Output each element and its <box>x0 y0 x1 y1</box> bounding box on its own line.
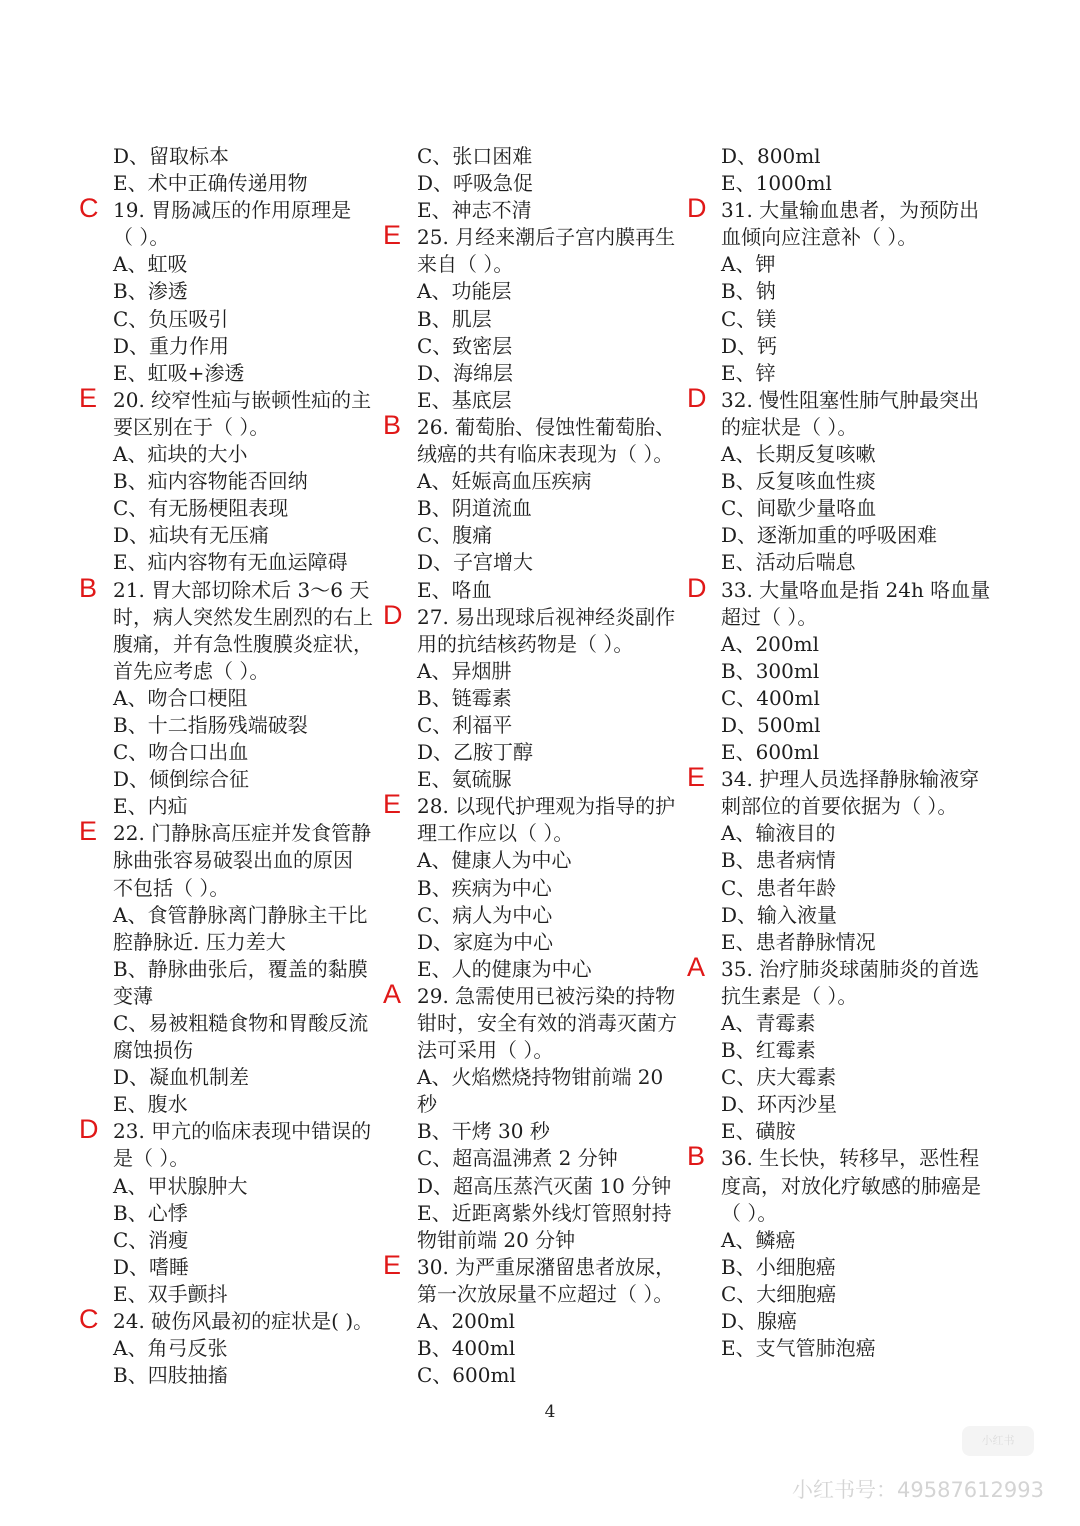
line-text: E、氨硫脲 <box>417 767 512 792</box>
text-line <box>417 1362 692 1389</box>
handwritten-answer-mark: E <box>79 816 98 847</box>
text-line <box>721 604 993 631</box>
line-text: D、输入液量 <box>721 902 838 927</box>
text-line <box>417 1091 692 1118</box>
line-text: B、疾病为中心 <box>417 875 552 900</box>
line-text: C、超高温沸煮 2 分钟 <box>417 1146 618 1171</box>
text-line <box>113 604 385 631</box>
text-line <box>113 1145 385 1172</box>
text-line <box>417 143 692 170</box>
line-text: A、火焰燃烧持物钳前端 20 <box>417 1065 664 1090</box>
line-text: 19. 胃肠减压的作用原理是 <box>113 198 352 223</box>
text-line <box>417 170 692 197</box>
handwritten-answer-mark: D <box>383 599 403 630</box>
line-text: A、青霉素 <box>721 1011 816 1035</box>
text-line <box>721 1200 993 1227</box>
text-line <box>721 441 993 468</box>
line-text: A、长期反复咳嗽 <box>721 442 876 467</box>
text-line <box>113 278 385 305</box>
text-line <box>113 1200 385 1227</box>
line-text: B、干烤 30 秒 <box>417 1119 550 1144</box>
line-text: D、500ml <box>721 712 821 737</box>
line-text: A、输液目的 <box>721 821 836 846</box>
line-text: 血倾向应注意补（ ）。 <box>721 225 918 250</box>
question-line <box>687 762 993 793</box>
line-text: 的症状是（ ）。 <box>721 414 858 439</box>
line-text: B、静脉曲张后，覆盖的黏膜 <box>113 956 368 981</box>
line-text: A、吻合口梗阻 <box>113 685 248 710</box>
line-text: A、功能层 <box>417 279 512 304</box>
handwritten-answer-mark: B <box>79 572 98 603</box>
question-line <box>383 220 692 251</box>
line-text: D、子宫增大 <box>417 550 534 575</box>
text-line <box>113 766 385 793</box>
line-text: A、健康人为中心 <box>417 848 572 873</box>
line-text: B、红霉素 <box>721 1038 816 1063</box>
line-text: D、嗜睡 <box>113 1254 190 1279</box>
line-text: D、海绵层 <box>417 360 514 385</box>
line-text: C、张口困难 <box>417 144 533 168</box>
line-text: 不包括（ ）。 <box>113 875 230 900</box>
column-left <box>79 143 385 1389</box>
handwritten-answer-mark: C <box>79 1304 99 1335</box>
line-text: D、疝块有无压痛 <box>113 523 270 548</box>
line-text: A、鳞癌 <box>721 1227 796 1252</box>
line-text: E、腹水 <box>113 1092 188 1117</box>
line-text: D、乙胺丁醇 <box>417 740 534 765</box>
question-line <box>79 816 385 847</box>
text-line <box>721 278 993 305</box>
handwritten-answer-mark: E <box>79 382 98 413</box>
text-line <box>113 170 385 197</box>
line-text: 21. 胃大部切除术后 3～6 天 <box>113 577 370 602</box>
line-text: 20. 绞窄性疝与嵌顿性疝的主 <box>113 387 372 412</box>
question-line <box>383 978 692 1010</box>
text-line <box>721 549 993 576</box>
line-text: 脉曲张容易破裂出血的原因 <box>113 848 353 873</box>
text-line <box>417 902 692 929</box>
question-line <box>383 599 692 631</box>
text-line <box>113 1227 385 1254</box>
handwritten-answer-mark: D <box>687 382 707 413</box>
line-text: C、600ml <box>417 1363 516 1388</box>
text-line <box>721 902 993 929</box>
question-line <box>383 1249 692 1281</box>
text-line <box>113 983 385 1010</box>
line-text: 23. 甲亢的临床表现中错误的 <box>113 1119 372 1144</box>
text-line <box>113 739 385 766</box>
text-line <box>417 1037 692 1064</box>
text-line <box>721 685 993 712</box>
line-text: D、重力作用 <box>113 333 230 358</box>
line-text: E、锌 <box>721 360 776 385</box>
text-line <box>721 1064 993 1091</box>
text-line <box>417 278 692 305</box>
line-text: 24. 破伤风最初的症状是( )。 <box>113 1309 374 1334</box>
text-line <box>113 251 385 278</box>
handwritten-answer-mark: D <box>687 193 707 224</box>
line-text: A、食管静脉离门静脉主干比 <box>113 902 368 927</box>
text-line <box>721 360 993 387</box>
text-line <box>721 1308 993 1335</box>
text-line <box>417 468 692 495</box>
line-text: 首先应考虑（ ）。 <box>113 658 270 683</box>
line-text: B、患者病情 <box>721 848 836 873</box>
column-middle <box>383 143 692 1389</box>
line-text: 秒 <box>417 1092 437 1117</box>
text-line <box>417 1064 692 1091</box>
line-text: C、负压吸引 <box>113 306 229 331</box>
text-line <box>417 1010 692 1037</box>
line-text: 用的抗结核药物是（ ）。 <box>417 631 634 656</box>
line-text: 25. 月经来潮后子宫内膜再生 <box>417 225 676 250</box>
text-line <box>417 333 692 360</box>
line-text: A、妊娠高血压疾病 <box>417 469 592 494</box>
line-text: （ ）。 <box>113 225 170 250</box>
line-text: 超过（ ）。 <box>721 604 818 629</box>
line-text: B、小细胞癌 <box>721 1254 836 1279</box>
text-line <box>113 902 385 929</box>
line-text: C、间歇少量咯血 <box>721 496 877 521</box>
text-line <box>721 1254 993 1281</box>
text-line <box>417 712 692 739</box>
text-line <box>721 333 993 360</box>
text-line <box>721 631 993 658</box>
line-text: 32. 慢性阻塞性肺气肿最突出 <box>721 387 980 412</box>
line-text: 理工作应以（ ）。 <box>417 821 574 846</box>
column-right <box>687 143 993 1362</box>
text-line <box>721 739 993 766</box>
text-line <box>417 1227 692 1254</box>
line-text: A、200ml <box>417 1309 515 1334</box>
text-line <box>417 197 692 224</box>
text-line <box>721 1010 993 1037</box>
question-line <box>79 1114 385 1145</box>
text-line <box>417 956 692 983</box>
question-line <box>687 193 993 224</box>
line-text: E、600ml <box>721 740 820 765</box>
line-text: E、磺胺 <box>721 1119 796 1144</box>
line-text: A、甲状腺肿大 <box>113 1173 248 1198</box>
line-text: C、利福平 <box>417 712 513 737</box>
line-text: 变薄 <box>113 983 153 1008</box>
text-line <box>417 251 692 278</box>
line-text: D、钙 <box>721 333 778 358</box>
line-text: （ ）。 <box>721 1200 778 1225</box>
handwritten-answer-mark: E <box>383 220 402 251</box>
text-line <box>721 847 993 874</box>
text-line <box>113 793 385 820</box>
handwritten-answer-mark: E <box>383 789 402 820</box>
line-text: 绒癌的共有临床表现为（ ）。 <box>417 442 674 467</box>
handwritten-answer-mark: B <box>687 1141 706 1172</box>
line-text: 26. 葡萄胎、侵蚀性葡萄胎、 <box>417 414 676 439</box>
line-text: E、疝内容物有无血运障碍 <box>113 550 348 575</box>
line-text: 30. 为严重尿潴留患者放尿， <box>417 1254 676 1279</box>
line-text: D、逐渐加重的呼吸困难 <box>721 523 938 548</box>
text-line <box>113 441 385 468</box>
text-line <box>113 143 385 170</box>
text-line <box>721 1173 993 1200</box>
text-line <box>721 170 993 197</box>
line-text: A、异烟肼 <box>417 658 512 683</box>
question-line <box>687 572 993 604</box>
question-line <box>79 572 385 604</box>
text-line <box>417 820 692 847</box>
text-line <box>721 414 993 441</box>
handwritten-answer-mark: C <box>79 193 99 224</box>
line-text: C、400ml <box>721 685 820 710</box>
line-text: C、病人为中心 <box>417 902 553 927</box>
line-text: B、肌层 <box>417 306 492 331</box>
text-line <box>417 360 692 387</box>
page-number: 4 <box>544 1402 556 1422</box>
question-line <box>687 1141 993 1172</box>
text-line <box>113 1064 385 1091</box>
text-line <box>721 251 993 278</box>
text-line <box>721 224 993 251</box>
line-text: B、阴道流血 <box>417 496 532 521</box>
text-line <box>113 1010 385 1037</box>
line-text: 31. 大量输血患者，为预防出 <box>721 198 980 223</box>
text-line <box>721 143 993 170</box>
handwritten-answer-mark: D <box>687 572 707 603</box>
question-line <box>383 789 692 820</box>
line-text: C、吻合口出血 <box>113 740 249 765</box>
text-line <box>721 983 993 1010</box>
line-text: E、虹吸+渗透 <box>113 360 245 385</box>
line-text: B、链霉素 <box>417 685 512 710</box>
text-line <box>113 414 385 441</box>
line-text: 腹痛，并有急性腹膜炎症状， <box>113 631 373 656</box>
text-line <box>417 1281 692 1308</box>
text-line <box>113 956 385 983</box>
line-text: E、神志不清 <box>417 198 532 223</box>
text-line <box>721 658 993 685</box>
handwritten-answer-mark: A <box>383 978 402 1009</box>
line-text: C、患者年龄 <box>721 875 837 900</box>
text-line <box>113 468 385 495</box>
text-line <box>417 739 692 766</box>
line-text: D、800ml <box>721 144 821 168</box>
line-text: 腐蚀损伤 <box>113 1038 193 1063</box>
text-line <box>113 522 385 549</box>
line-text: D、环丙沙星 <box>721 1092 838 1117</box>
line-text: 22. 门静脉高压症并发食管静 <box>113 821 372 846</box>
text-line <box>417 766 692 793</box>
text-line <box>113 224 385 251</box>
line-text: 时，病人突然发生剧烈的右上 <box>113 604 373 629</box>
line-text: E、患者静脉情况 <box>721 929 876 954</box>
text-line <box>113 333 385 360</box>
line-text: 度高，对放化疗敏感的肺癌是 <box>721 1173 981 1198</box>
text-line <box>721 712 993 739</box>
line-text: 34. 护理人员选择静脉输液穿 <box>721 767 980 792</box>
text-line <box>417 631 692 658</box>
text-line <box>113 1091 385 1118</box>
question-line <box>79 382 385 414</box>
text-line <box>417 577 692 604</box>
text-line <box>113 712 385 739</box>
line-text: A、钾 <box>721 252 776 277</box>
text-line <box>113 1362 385 1389</box>
text-line <box>721 1227 993 1254</box>
handwritten-answer-mark: E <box>383 1249 402 1280</box>
text-line <box>721 1281 993 1308</box>
text-line <box>721 1335 993 1362</box>
line-text: C、易被粗糙食物和胃酸反流 <box>113 1011 369 1035</box>
line-text: 28. 以现代护理观为指导的护 <box>417 794 676 819</box>
text-line <box>113 306 385 333</box>
text-line <box>113 847 385 874</box>
line-text: B、300ml <box>721 658 820 683</box>
text-line <box>721 522 993 549</box>
text-line <box>721 793 993 820</box>
line-text: A、角弓反张 <box>113 1336 228 1361</box>
question-line <box>79 193 385 224</box>
handwritten-answer-mark: B <box>383 409 402 440</box>
text-line <box>417 1200 692 1227</box>
line-text: 刺部位的首要依据为（ ）。 <box>721 794 958 819</box>
text-line <box>113 875 385 902</box>
line-text: C、致密层 <box>417 333 513 358</box>
text-line <box>113 1281 385 1308</box>
text-line <box>417 387 692 414</box>
text-line <box>417 495 692 522</box>
line-text: E、1000ml <box>721 171 832 196</box>
line-text: B、十二指肠残端破裂 <box>113 712 308 737</box>
text-line <box>721 875 993 902</box>
text-line <box>417 658 692 685</box>
handwritten-answer-mark: A <box>687 951 706 982</box>
text-line <box>113 929 385 956</box>
line-text: C、消瘦 <box>113 1227 189 1252</box>
text-line <box>417 441 692 468</box>
line-text: B、钠 <box>721 279 776 304</box>
text-line <box>721 929 993 956</box>
text-line <box>113 1335 385 1362</box>
line-text: 27. 易出现球后视神经炎副作 <box>417 604 676 629</box>
line-text: E、近距离紫外线灯管照射持 <box>417 1200 672 1225</box>
text-line <box>417 1173 692 1200</box>
text-line <box>721 820 993 847</box>
text-line <box>417 847 692 874</box>
line-text: B、渗透 <box>113 279 188 304</box>
line-text: D、超高压蒸汽灭菌 10 分钟 <box>417 1173 672 1198</box>
text-line <box>721 468 993 495</box>
line-text: D、腺癌 <box>721 1309 798 1334</box>
line-text: 是（ ）。 <box>113 1146 190 1171</box>
line-text: D、家庭为中心 <box>417 929 554 954</box>
line-text: E、双手颤抖 <box>113 1281 228 1306</box>
text-line <box>721 306 993 333</box>
question-line <box>687 951 993 983</box>
line-text: B、四肢抽搐 <box>113 1363 228 1388</box>
line-text: C、庆大霉素 <box>721 1065 837 1090</box>
line-text: 法可采用（ ）。 <box>417 1038 554 1063</box>
text-line <box>113 360 385 387</box>
text-line <box>417 549 692 576</box>
line-text: 抗生素是（ ）。 <box>721 983 858 1008</box>
line-text: C、大细胞癌 <box>721 1281 837 1306</box>
line-text: E、人的健康为中心 <box>417 956 592 981</box>
text-line <box>417 685 692 712</box>
line-text: 29. 急需使用已被污染的持物 <box>417 983 676 1008</box>
text-line <box>417 1335 692 1362</box>
line-text: D、倾倒综合征 <box>113 767 250 792</box>
text-line <box>417 875 692 902</box>
question-line <box>79 1304 385 1335</box>
line-text: B、疝内容物能否回纳 <box>113 469 308 494</box>
line-text: D、呼吸急促 <box>417 171 534 196</box>
line-text: 33. 大量咯血是指 24h 咯血量 <box>721 577 991 602</box>
line-text: D、凝血机制差 <box>113 1065 250 1090</box>
line-text: 36. 生长快，转移早，恶性程 <box>721 1146 980 1171</box>
line-text: 第一次放尿量不应超过（ ）。 <box>417 1281 674 1306</box>
text-line <box>113 495 385 522</box>
line-text: C、腹痛 <box>417 523 493 548</box>
line-text: B、心悸 <box>113 1200 188 1225</box>
line-text: 35. 治疗肺炎球菌肺炎的首选 <box>721 956 980 981</box>
line-text: A、疝块的大小 <box>113 442 248 467</box>
text-line <box>721 1091 993 1118</box>
text-line <box>417 306 692 333</box>
text-line <box>721 1037 993 1064</box>
text-line <box>417 1308 692 1335</box>
question-line <box>383 409 692 441</box>
line-text: E、内疝 <box>113 794 188 819</box>
text-line <box>417 1145 692 1172</box>
line-text: B、反复咳血性痰 <box>721 469 876 494</box>
text-line <box>721 495 993 522</box>
handwritten-answer-mark: D <box>79 1114 99 1145</box>
text-line <box>113 685 385 712</box>
handwritten-answer-mark: E <box>687 762 706 793</box>
text-line <box>113 658 385 685</box>
text-line <box>113 549 385 576</box>
text-line <box>113 1173 385 1200</box>
line-text: E、活动后喘息 <box>721 550 856 575</box>
question-line <box>687 382 993 414</box>
watermark-text: 小红书号：49587612993 <box>792 1478 1044 1502</box>
line-text: B、400ml <box>417 1336 516 1361</box>
line-text: C、有无肠梗阻表现 <box>113 496 289 521</box>
line-text: A、虹吸 <box>113 252 188 277</box>
line-text: E、支气管肺泡癌 <box>721 1336 876 1361</box>
text-line <box>417 522 692 549</box>
line-text: A、200ml <box>721 631 819 656</box>
text-line <box>113 1037 385 1064</box>
line-text: D、留取标本 <box>113 144 230 168</box>
line-text: 来自（ ）。 <box>417 252 514 277</box>
line-text: C、镁 <box>721 306 777 331</box>
line-text: E、术中正确传递用物 <box>113 171 308 196</box>
text-line <box>417 1118 692 1145</box>
text-line <box>417 929 692 956</box>
text-line <box>721 1118 993 1145</box>
watermark-logo-icon: 小红书 <box>962 1426 1034 1456</box>
line-text: 钳时，安全有效的消毒灭菌方 <box>417 1011 677 1035</box>
line-text: E、基底层 <box>417 387 512 412</box>
text-line <box>113 631 385 658</box>
line-text: 腔静脉近. 压力差大 <box>113 929 286 954</box>
line-text: 物钳前端 20 分钟 <box>417 1227 576 1252</box>
text-line <box>113 1254 385 1281</box>
line-text: E、咯血 <box>417 577 492 602</box>
line-text: 要区别在于（ ）。 <box>113 414 270 439</box>
